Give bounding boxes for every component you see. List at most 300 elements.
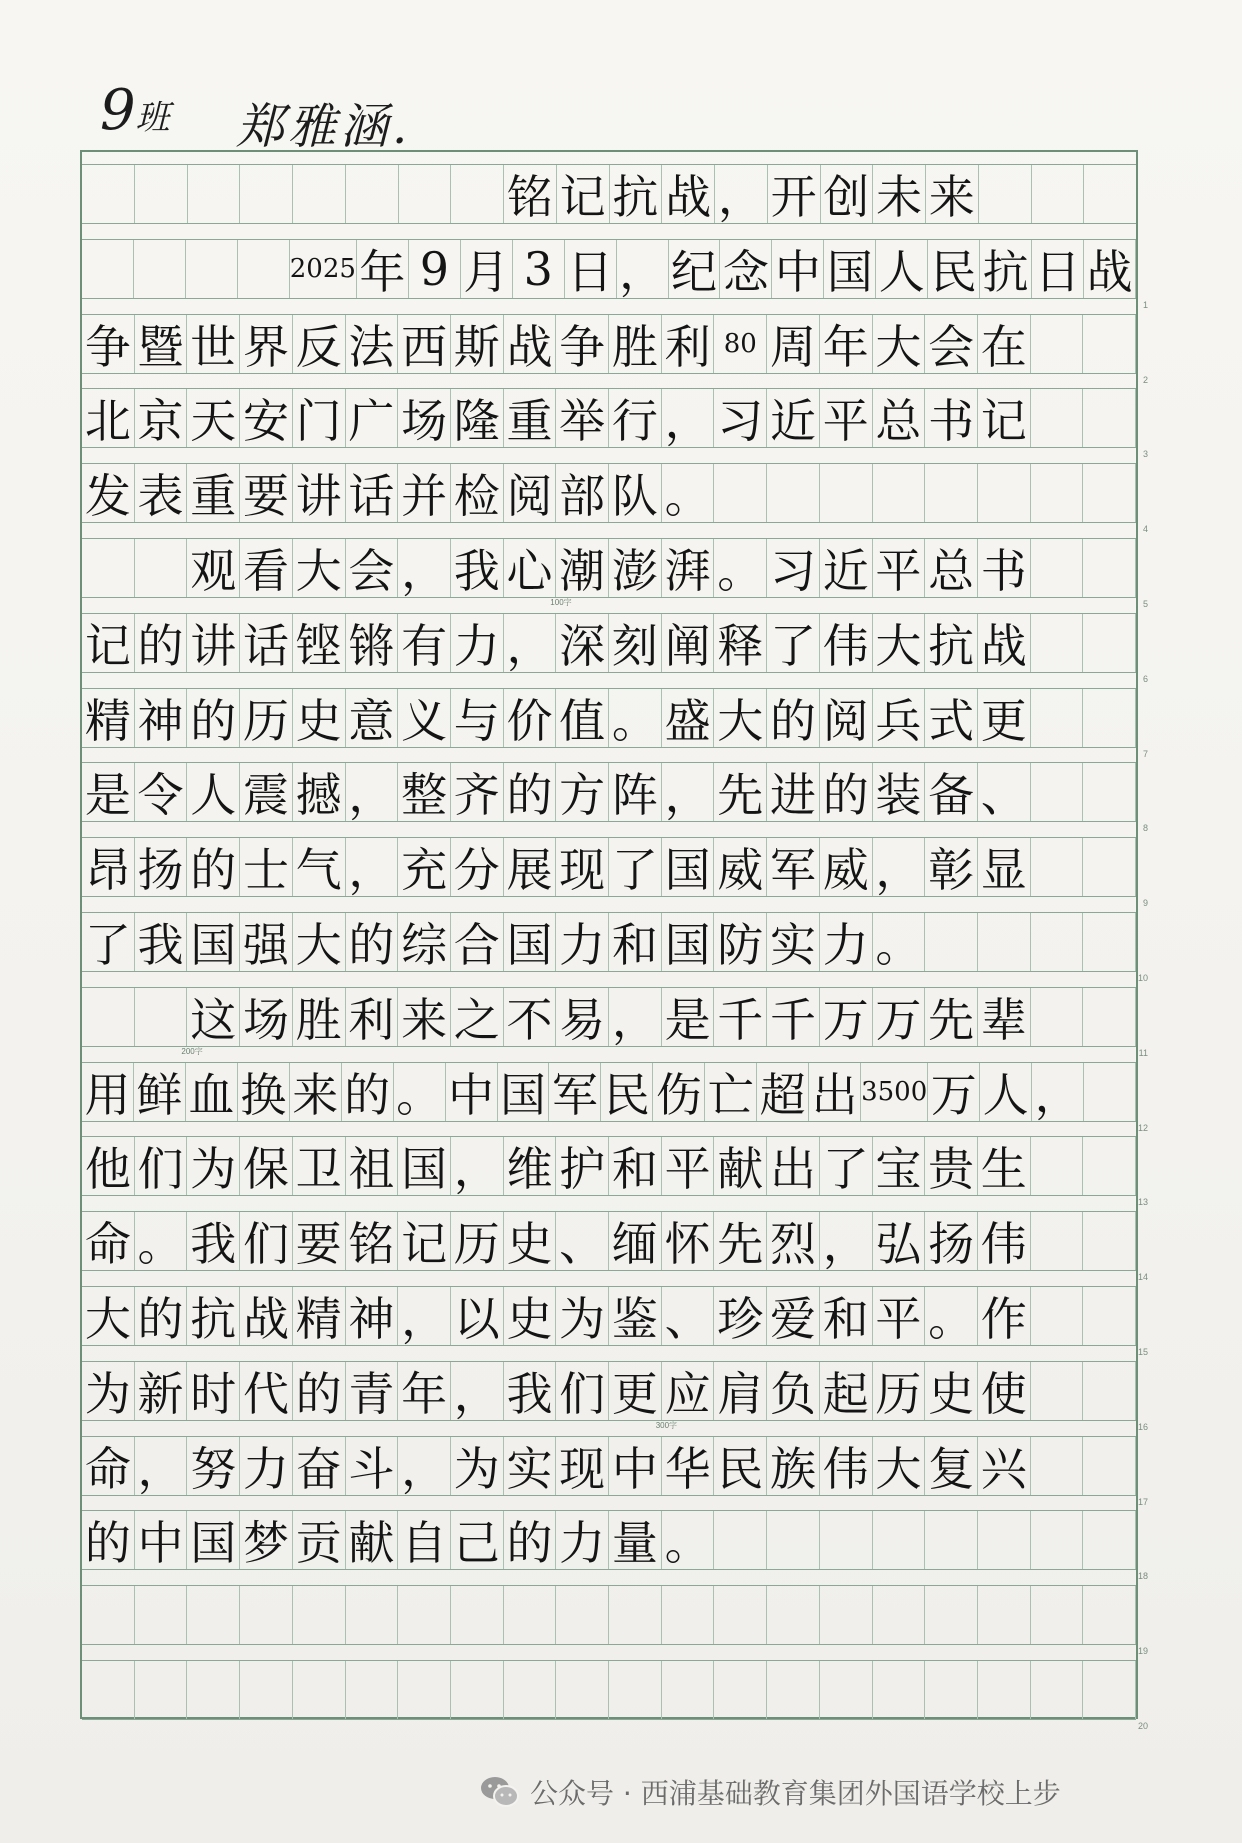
grid-cell: 界 [240, 315, 293, 373]
grid-cell: 反 [293, 315, 346, 373]
grid-cell [82, 1586, 135, 1644]
grid-cell: 代 [240, 1362, 293, 1420]
grid-cell: 湃 [662, 539, 715, 597]
grid-cell: 阅 [504, 464, 557, 522]
word-count-marker: 300字 [655, 1420, 678, 1430]
grid-cell [1031, 1287, 1084, 1345]
grid-cell [662, 1586, 715, 1644]
grid-cell: 齐 [451, 763, 504, 821]
grid-cell [135, 1586, 188, 1644]
grid-cell: 。 [394, 1063, 446, 1121]
grid-cell: 华 [662, 1437, 715, 1495]
grid-cell: 了 [767, 614, 820, 672]
grid-cell: 青 [346, 1362, 399, 1420]
grid-cell: 装 [873, 763, 926, 821]
grid-cell: 、 [556, 1212, 609, 1270]
grid-cell: 力 [556, 913, 609, 971]
grid-cell: 习 [714, 389, 767, 447]
grid-cell [346, 1661, 399, 1719]
grid-cell [1031, 464, 1084, 522]
grid-cell [873, 1661, 926, 1719]
grid-cell: 的 [504, 1511, 557, 1569]
grid-cell: 量 [609, 1511, 662, 1569]
grid-row [82, 912, 1148, 983]
grid-cell [398, 1586, 451, 1644]
grid-cell: 、 [978, 763, 1031, 821]
grid-cell: 会 [346, 539, 399, 597]
grid-cell: 战 [240, 1287, 293, 1345]
grid-cell: 作 [978, 1287, 1031, 1345]
grid-cell: 要 [293, 1212, 346, 1270]
row-number: 16 [1137, 1421, 1148, 1432]
grid-cell [186, 240, 238, 298]
grid-cell [1031, 913, 1084, 971]
grid-cell: ， [873, 838, 926, 896]
grid-row [82, 239, 1148, 310]
grid-cell [925, 913, 978, 971]
row-number: 6 [1142, 673, 1148, 684]
grid-cell: 伟 [978, 1212, 1031, 1270]
grid-cell: 。 [609, 689, 662, 747]
grid-cell [1032, 165, 1085, 223]
grid-cell: 日 [1032, 240, 1084, 298]
grid-cell: 举 [556, 389, 609, 447]
grid-cell: 贡 [293, 1511, 346, 1569]
grid-cell [714, 464, 767, 522]
grid-cell: 与 [451, 689, 504, 747]
grid-cell: 阅 [820, 689, 873, 747]
grid-cell: 2025 [290, 240, 357, 298]
grid-cell: 来 [926, 165, 979, 223]
grid-cell: ， [451, 1137, 504, 1195]
grid-cell [1031, 988, 1084, 1046]
grid-cell [1031, 614, 1084, 672]
grid-cell: 怀 [662, 1212, 715, 1270]
grid-cell: 胜 [609, 315, 662, 373]
grid-cell: 大 [873, 315, 926, 373]
grid-cell: 军 [549, 1063, 601, 1121]
grid-cell: 弘 [873, 1212, 926, 1270]
grid-row [82, 1136, 1148, 1208]
grid-cell: 中 [772, 240, 824, 298]
grid-cell: 中 [135, 1511, 188, 1569]
grid-cell: 检 [451, 464, 504, 522]
grid-cell: 进 [767, 763, 820, 821]
grid-cell: 平 [662, 1137, 715, 1195]
grid-cell [767, 464, 820, 522]
grid-cell [978, 913, 1031, 971]
grid-cell: 抗 [925, 614, 978, 672]
grid-cell: 为 [556, 1287, 609, 1345]
grid-cell: 力 [240, 1437, 293, 1495]
grid-cell [399, 165, 452, 223]
grid-cell [1031, 763, 1084, 821]
grid-row [82, 1211, 1148, 1283]
grid-cell: 万 [820, 988, 873, 1046]
grid-cell [1083, 539, 1136, 597]
grid-cell [1031, 1437, 1084, 1495]
grid-cell: 千 [767, 988, 820, 1046]
grid-cell: 为 [451, 1437, 504, 1495]
grid-cell [820, 1661, 873, 1719]
grid-cell: 澎 [609, 539, 662, 597]
grid-cell: 年 [398, 1362, 451, 1420]
grid-cell: 场 [240, 988, 293, 1046]
grid-cell [978, 1661, 1031, 1719]
row-number: 9 [1142, 898, 1148, 909]
grid-cell: 不 [504, 988, 557, 1046]
grid-cell: 和 [609, 1137, 662, 1195]
grid-cell: 场 [398, 389, 451, 447]
grid-cell: 大 [873, 614, 926, 672]
grid-cell: 士 [240, 838, 293, 896]
grid-row [82, 463, 1148, 535]
grid-cell: 中 [609, 1437, 662, 1495]
row-number: 5 [1142, 599, 1148, 609]
grid-cell: 梦 [240, 1511, 293, 1569]
grid-cell: 广 [346, 389, 399, 447]
grid-cell: 平 [873, 1287, 926, 1345]
grid-cell: 是 [82, 763, 135, 821]
grid-cell: 护 [556, 1137, 609, 1195]
grid-cell: 祖 [346, 1137, 399, 1195]
grid-cell: 贵 [925, 1137, 978, 1195]
grid-cell: 现 [556, 1437, 609, 1495]
grid-cell: 总 [925, 539, 978, 597]
grid-cell: 了 [609, 838, 662, 896]
grid-cell: 深 [556, 614, 609, 672]
grid-cell: 、 [662, 1287, 715, 1345]
grid-cell: ， [662, 763, 715, 821]
grid-cell: 的 [342, 1063, 394, 1121]
grid-cell [82, 240, 134, 298]
grid-cell: ， [346, 838, 399, 896]
grid-cell: 们 [135, 1137, 188, 1195]
grid-cell [135, 539, 188, 597]
grid-cell: 暨 [135, 315, 188, 373]
grid-cell: 是 [662, 988, 715, 1046]
grid-row [82, 1585, 1148, 1657]
grid-cell: 发 [82, 464, 135, 522]
grid-cell [979, 165, 1032, 223]
grid-cell: 门 [293, 389, 346, 447]
grid-cell: 使 [978, 1362, 1031, 1420]
grid-cell: 换 [238, 1063, 290, 1121]
grid-cell: 万 [928, 1063, 980, 1121]
row-number: 17 [1137, 1496, 1148, 1507]
grid-cell: 整 [398, 763, 451, 821]
grid-cell: 兵 [873, 689, 926, 747]
grid-cell: ， [617, 240, 669, 298]
grid-cell: 出 [767, 1137, 820, 1195]
grid-cell: 实 [767, 913, 820, 971]
grid-cell [609, 1586, 662, 1644]
grid-cell [1031, 1661, 1084, 1719]
grid-cell [714, 1586, 767, 1644]
grid-cell [767, 1511, 820, 1569]
grid-cell: 讲 [293, 464, 346, 522]
grid-cell: ， [398, 1437, 451, 1495]
grid-cell [714, 1661, 767, 1719]
grid-cell: 年 [357, 240, 409, 298]
grid-cell: 阵 [609, 763, 662, 821]
grid-cell: ， [135, 1437, 188, 1495]
grid-cell: 并 [398, 464, 451, 522]
grid-cell: 负 [767, 1362, 820, 1420]
grid-cell: 话 [346, 464, 399, 522]
grid-cell: 人 [876, 240, 928, 298]
grid-cell: 来 [398, 988, 451, 1046]
grid-cell [504, 1586, 557, 1644]
grid-cell [293, 1586, 346, 1644]
grid-cell: 万 [873, 988, 926, 1046]
grid-cell [1031, 315, 1084, 373]
grid-cell [135, 988, 188, 1046]
grid-cell: 来 [290, 1063, 342, 1121]
row-number: 15 [1137, 1347, 1148, 1357]
grid-cell: 争 [82, 315, 135, 373]
grid-cell [820, 1586, 873, 1644]
grid-cell [1083, 1437, 1136, 1495]
grid-cell [1083, 1362, 1136, 1420]
grid-cell: 铿 [293, 614, 346, 672]
grid-cell: 鲜 [134, 1063, 186, 1121]
grid-cell: 中 [446, 1063, 498, 1121]
grid-cell: 有 [398, 614, 451, 672]
grid-cell: 力 [820, 913, 873, 971]
grid-cell [135, 165, 188, 223]
grid-cell: 史 [293, 689, 346, 747]
grid-cell [1031, 1511, 1084, 1569]
grid-cell [293, 165, 346, 223]
grid-cell [978, 464, 1031, 522]
grid-cell: 开 [768, 165, 821, 223]
row-number: 14 [1137, 1272, 1148, 1283]
grid-cell: 大 [293, 539, 346, 597]
grid-cell: 撼 [293, 763, 346, 821]
grid-cell: 讲 [187, 614, 240, 672]
grid-cell [1083, 464, 1136, 522]
grid-cell [82, 165, 135, 223]
grid-cell: 命 [82, 1437, 135, 1495]
grid-cell: 队 [609, 464, 662, 522]
grid-cell [82, 988, 135, 1046]
grid-cell [1083, 1661, 1136, 1719]
row-number: 7 [1142, 748, 1148, 759]
row-number: 8 [1142, 823, 1148, 834]
grid-cell: 国 [187, 1511, 240, 1569]
grid-cell: 的 [293, 1362, 346, 1420]
grid-cell [556, 1661, 609, 1719]
grid-cell: 重 [504, 389, 557, 447]
grid-cell: ， [662, 389, 715, 447]
grid-cell: 震 [240, 763, 293, 821]
grid-cell: 的 [346, 913, 399, 971]
grid-cell [82, 539, 135, 597]
grid-cell [767, 1586, 820, 1644]
grid-cell [1084, 1063, 1136, 1121]
grid-cell: 价 [504, 689, 557, 747]
grid-cell [346, 165, 399, 223]
grid-cell: 在 [978, 315, 1031, 373]
grid-row [82, 1436, 1148, 1507]
grid-cell: 近 [767, 389, 820, 447]
grid-cell: 国 [498, 1063, 550, 1121]
grid-cell: 令 [135, 763, 188, 821]
grid-cell: 意 [346, 689, 399, 747]
grid-cell: 话 [240, 614, 293, 672]
grid-cell: 胜 [293, 988, 346, 1046]
grid-cell: 辈 [978, 988, 1031, 1046]
composition-grid [80, 150, 1148, 1731]
grid-row [82, 388, 1148, 460]
grid-cell: 伟 [820, 1437, 873, 1495]
grid-cell: 了 [820, 1137, 873, 1195]
grid-cell: 京 [135, 389, 188, 447]
grid-cell: 。 [662, 1511, 715, 1569]
grid-cell: 神 [135, 689, 188, 747]
grid-cell: 斯 [451, 315, 504, 373]
grid-cell: 世 [187, 315, 240, 373]
grid-cell: 值 [556, 689, 609, 747]
grid-cell [1083, 913, 1136, 971]
grid-cell: 威 [714, 838, 767, 896]
grid-cell: 阐 [662, 614, 715, 672]
grid-cell [1083, 389, 1136, 447]
grid-cell: 国 [398, 1137, 451, 1195]
grid-cell [714, 1511, 767, 1569]
grid-row [82, 1510, 1148, 1582]
grid-cell [978, 1511, 1031, 1569]
grid-cell [1031, 1586, 1084, 1644]
grid-cell: ， [346, 763, 399, 821]
grid-row [82, 613, 1148, 684]
grid-cell: 神 [346, 1287, 399, 1345]
grid-cell: 书 [925, 389, 978, 447]
grid-cell: 充 [398, 838, 451, 896]
grid-cell: 卫 [293, 1137, 346, 1195]
grid-cell: 行 [609, 389, 662, 447]
grid-cell [451, 1661, 504, 1719]
grid-cell: 创 [821, 165, 874, 223]
grid-cell: 月 [461, 240, 513, 298]
grid-cell [187, 1586, 240, 1644]
grid-cell: 部 [556, 464, 609, 522]
grid-cell: 这 [187, 988, 240, 1046]
grid-cell: 易 [556, 988, 609, 1046]
grid-cell: 威 [820, 838, 873, 896]
grid-cell: 3500 [861, 1063, 928, 1121]
grid-cell: ， [504, 614, 557, 672]
grid-cell: 的 [135, 614, 188, 672]
grid-cell: 伤 [653, 1063, 705, 1121]
grid-cell: 北 [82, 389, 135, 447]
grid-row [82, 314, 1148, 385]
row-number: 4 [1142, 524, 1148, 535]
row-number: 3 [1142, 449, 1148, 460]
grid-row [82, 837, 1148, 909]
grid-cell: 的 [187, 689, 240, 747]
grid-cell: 和 [609, 913, 662, 971]
row-number: 12 [1137, 1122, 1148, 1133]
grid-cell: 己 [451, 1511, 504, 1569]
grid-cell [240, 1586, 293, 1644]
grid-cell: 国 [504, 913, 557, 971]
grid-cell [1083, 315, 1136, 373]
grid-cell: 民 [928, 240, 980, 298]
row-number: 10 [1137, 973, 1148, 983]
grid-cell [240, 165, 293, 223]
grid-cell: 先 [925, 988, 978, 1046]
grid-cell: 盛 [662, 689, 715, 747]
grid-cell: 爱 [767, 1287, 820, 1345]
grid-cell: 我 [504, 1362, 557, 1420]
grid-cell: 史 [925, 1362, 978, 1420]
grid-cell: 昂 [82, 838, 135, 896]
grid-cell: 利 [346, 988, 399, 1046]
grid-cell: 展 [504, 838, 557, 896]
grid-cell: 彰 [925, 838, 978, 896]
grid-cell: 抗 [980, 240, 1032, 298]
grid-cell [820, 1511, 873, 1569]
grid-cell [1083, 763, 1136, 821]
grid-cell: 念 [720, 240, 772, 298]
grid-cell: 战 [978, 614, 1031, 672]
grid-cell [1031, 1212, 1084, 1270]
grid-cell [662, 1661, 715, 1719]
grid-cell: 扬 [135, 838, 188, 896]
grid-cell: 精 [82, 689, 135, 747]
grid-cell: 表 [135, 464, 188, 522]
grid-cell: 国 [824, 240, 876, 298]
grid-cell: 们 [240, 1212, 293, 1270]
grid-cell: 应 [662, 1362, 715, 1420]
grid-cell: 们 [556, 1362, 609, 1420]
grid-cell: 记 [82, 614, 135, 672]
grid-cell: 年 [820, 315, 873, 373]
grid-cell: 先 [714, 1212, 767, 1270]
grid-cell: 兴 [978, 1437, 1031, 1495]
grid-cell: 近 [820, 539, 873, 597]
grid-cell [240, 1661, 293, 1719]
grid-row [82, 688, 1148, 759]
grid-cell [767, 1661, 820, 1719]
grid-cell: 血 [186, 1063, 238, 1121]
grid-cell [1083, 1212, 1136, 1270]
grid-cell: 9 [409, 240, 461, 298]
grid-cell: 西 [398, 315, 451, 373]
grid-cell: 法 [346, 315, 399, 373]
grid-cell: 他 [82, 1137, 135, 1195]
grid-cell: 未 [873, 165, 926, 223]
grid-row [82, 1062, 1148, 1133]
grid-cell: 现 [556, 838, 609, 896]
grid-cell: 。 [925, 1287, 978, 1345]
grid-cell [873, 1586, 926, 1644]
grid-cell: 式 [925, 689, 978, 747]
grid-row [82, 1660, 1148, 1731]
grid-cell [398, 1661, 451, 1719]
grid-cell: 肩 [714, 1362, 767, 1420]
grid-cell: 周 [767, 315, 820, 373]
grid-cell: 用 [82, 1063, 134, 1121]
grid-cell: 大 [293, 913, 346, 971]
grid-cell: 大 [873, 1437, 926, 1495]
grid-cell [1031, 689, 1084, 747]
grid-cell: ， [398, 1287, 451, 1345]
grid-cell: 军 [767, 838, 820, 896]
grid-cell: 珍 [714, 1287, 767, 1345]
